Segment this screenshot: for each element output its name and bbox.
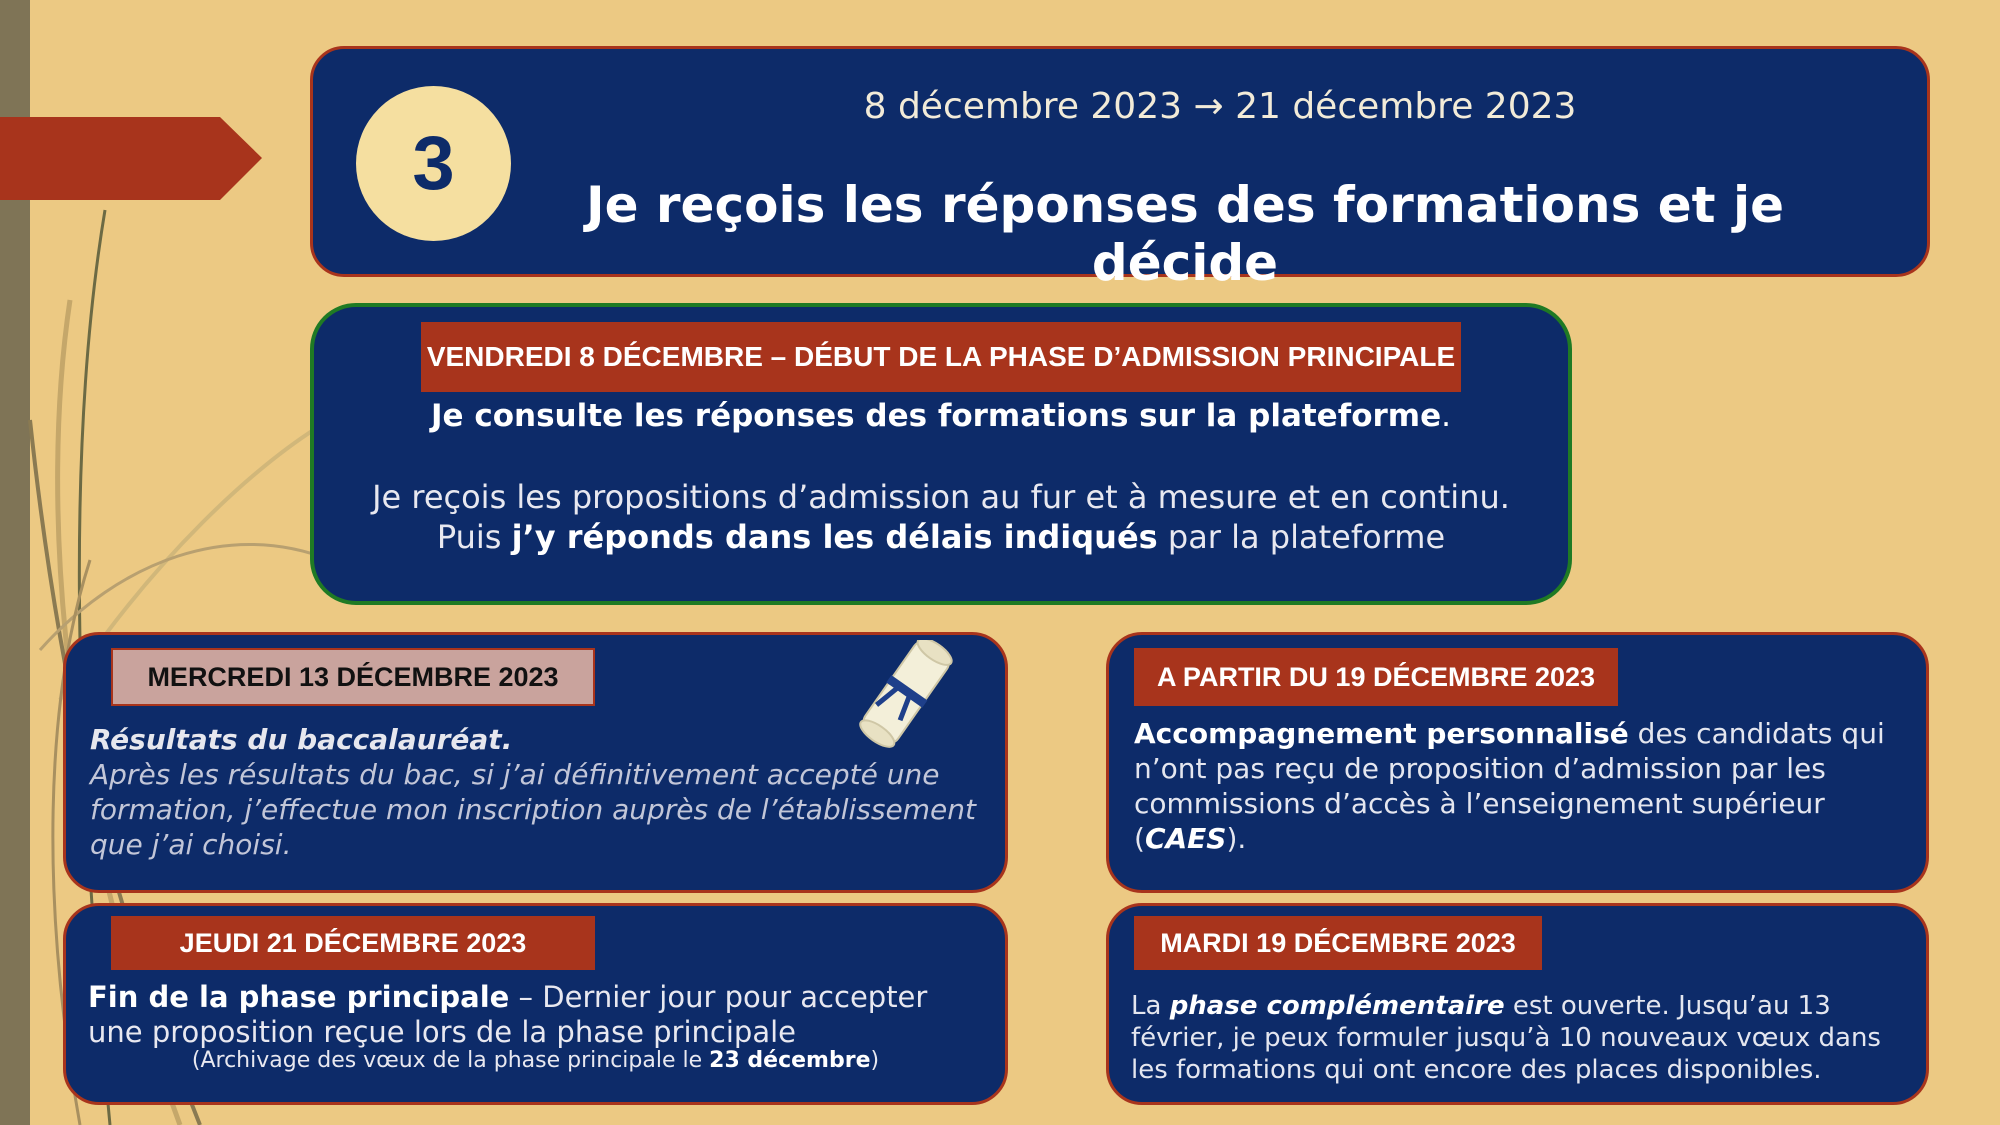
- date-range: 8 décembre 2023 → 21 décembre 2023: [863, 86, 1577, 127]
- main-phase-line3-start: Puis: [436, 518, 512, 556]
- bac-results-lead: Résultats du baccalauréat.: [90, 723, 513, 756]
- caes-abbr: CAES: [1144, 822, 1227, 855]
- complementary-bold: phase complémentaire: [1169, 991, 1505, 1021]
- complementary-phase-text: [1131, 990, 1921, 1086]
- main-phase-tag: VENDREDI 8 DÉCEMBRE – DÉBUT DE LA PHASE D’ADMISSION PRINCIPALE: [421, 322, 1461, 392]
- step-number-badge: 3: [356, 86, 511, 241]
- end-phase-note-end: ): [870, 1048, 880, 1073]
- end-phase-note-bold: 23 décembre: [709, 1048, 871, 1073]
- caes-text: [1134, 716, 1914, 856]
- main-phase-line3: [310, 518, 1572, 556]
- main-phase-line1-bold: Je consulte les réponses des formations sur la plateforme: [431, 398, 1442, 434]
- main-phase-line2: Je reçois les propositions d’admission au fur et à mesure et en continu.: [372, 478, 1510, 516]
- end-phase-bold: Fin de la phase principale: [88, 980, 510, 1014]
- main-phase-line3-end: par la plateforme: [1157, 518, 1446, 556]
- caes-body: des candidats qui n’ont pas reçu de proposition d’admission par les commissions d’accès à l’enseignement supérieur (: [1134, 717, 1885, 855]
- end-phase-note: [63, 1048, 1008, 1073]
- caes-bold: Accompagnement personnalisé: [1134, 717, 1629, 750]
- main-phase-line3-bold: j’y réponds dans les délais indiqués: [511, 518, 1158, 556]
- end-phase-note-start: (Archivage des vœux de la phase principale le: [191, 1048, 710, 1073]
- caes-end: ).: [1226, 822, 1247, 855]
- end-phase-body: – Dernier jour pour accepter une proposition reçue lors de la phase principale: [88, 980, 928, 1049]
- caes-tag: A PARTIR DU 19 DÉCEMBRE 2023: [1134, 648, 1618, 706]
- complementary-start: La: [1131, 991, 1170, 1021]
- bac-results-body: Après les résultats du bac, si j’ai définitivement accepté une formation, j’effectue mon inscription auprès de l’établissement que j’ai choisi.: [90, 758, 976, 861]
- page-title: Je reçois les réponses des formations et je décide: [585, 176, 1785, 292]
- end-phase-text: [88, 980, 988, 1050]
- bac-results-text: [90, 722, 1000, 862]
- end-phase-tag: JEUDI 21 DÉCEMBRE 2023: [111, 916, 595, 970]
- main-phase-line1-end: .: [1441, 398, 1451, 434]
- complementary-body: est ouverte. Jusqu’au 13 février, je peux formuler jusqu’à 10 nouveaux vœux dans les formations qui ont encore des places disponibles.: [1131, 991, 1881, 1085]
- main-phase-line1: [310, 398, 1572, 434]
- bac-results-tag: MERCREDI 13 DÉCEMBRE 2023: [111, 648, 595, 706]
- red-arrow: [0, 117, 262, 200]
- complementary-phase-tag: MARDI 19 DÉCEMBRE 2023: [1134, 916, 1542, 970]
